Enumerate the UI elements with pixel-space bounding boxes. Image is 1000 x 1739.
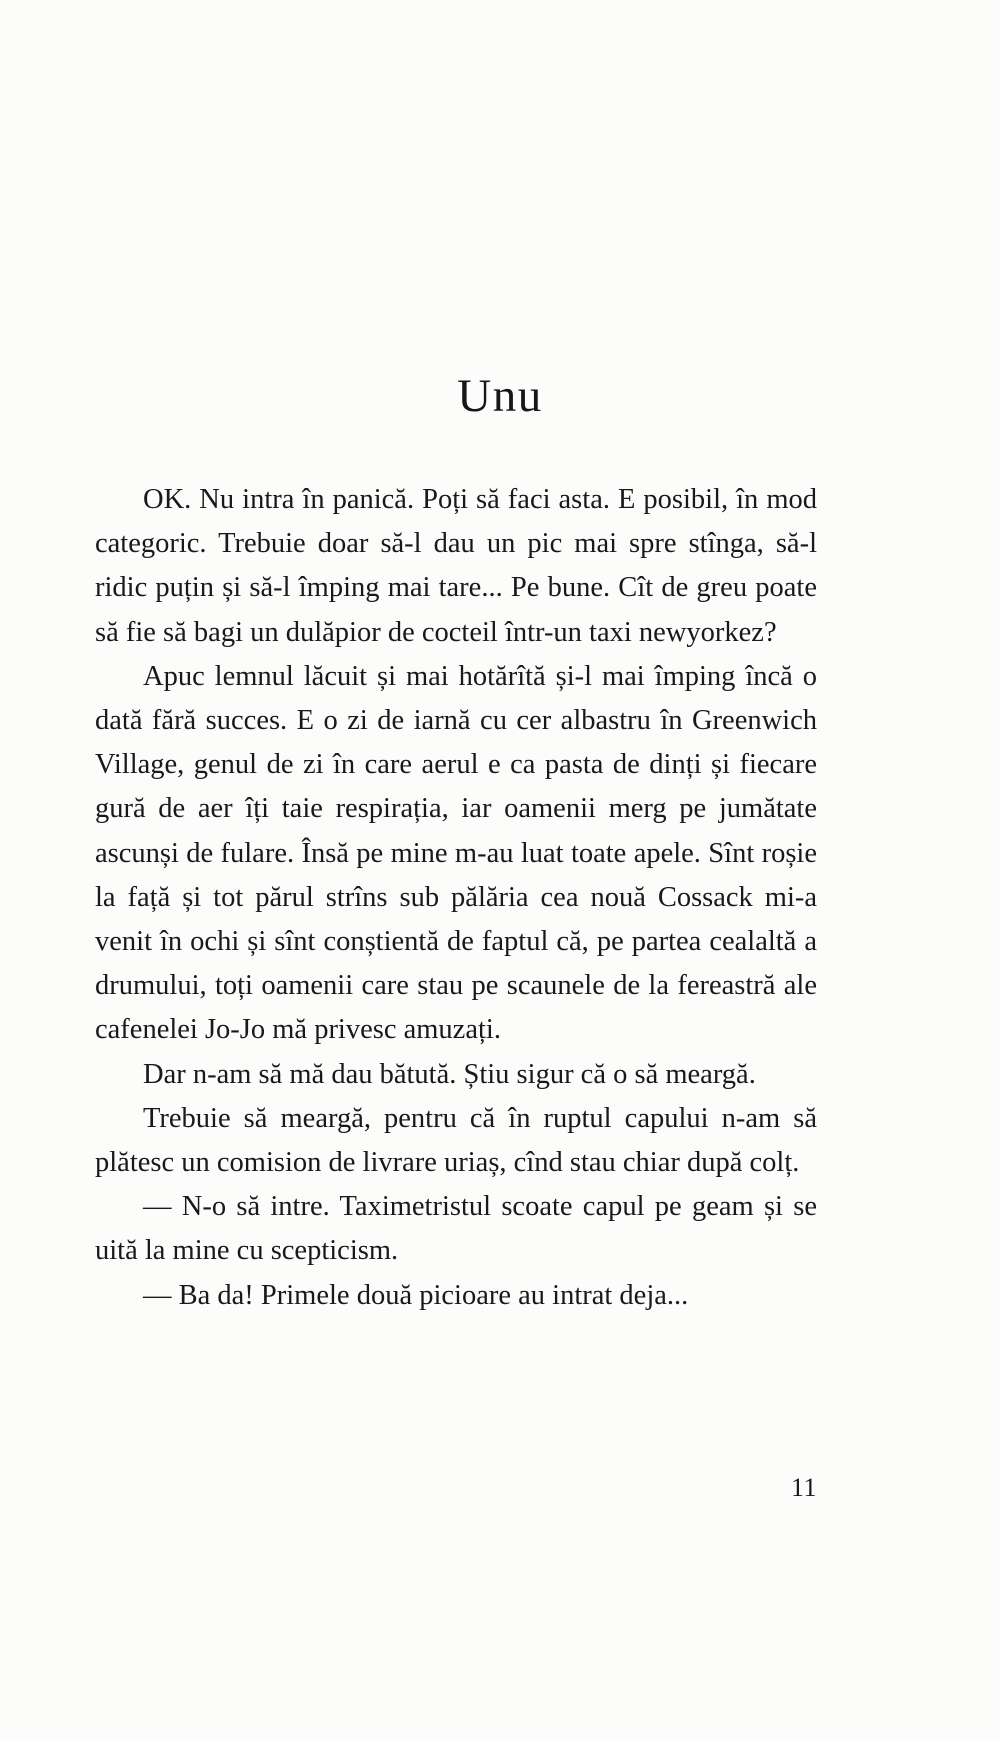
paragraph: — N-o să intre. Taximetristul scoate capul pe geam și se uită la mine cu scepticism. <box>95 1191 817 1267</box>
paragraph: OK. Nu intra în panică. Poți să faci asta. E posibil, în mod categoric. Trebuie doar să-l dau un pic mai spre stînga, să-l ridic puțin și să-l împing mai tare... Pe bune. Cît de greu poate să fie să bagi un dulăpior de cocteil într-un taxi newyorkez? <box>95 484 817 648</box>
paragraph: — Ba da! Primele două picioare au intrat deja... <box>143 1279 689 1311</box>
chapter-title: Unu <box>457 370 543 423</box>
paragraph: Dar n-am să mă dau bătută. Știu sigur că o să meargă. <box>143 1058 756 1090</box>
body-text <box>95 478 817 1318</box>
paragraph: Apuc lemnul lăcuit și mai hotărîtă și-l mai împing încă o dată fără succes. E o zi de iarnă cu cer albastru în Greenwich Village, genul de zi în care aerul e ca pasta de dinți și fiecare gură de aer îți taie respirația, iar oamenii merg pe jumătate ascunși de fulare. Însă pe mine m-au luat toate apele. Sînt roșie la față și tot părul strîns sub pălăria cea nouă Cossack mi-a venit în ochi și sînt conștientă de faptul că, pe partea cealaltă a drumului, toți oamenii care stau pe scaunele de la fereastră ale cafenelei Jo-Jo mă privesc amuzați. <box>95 660 817 1046</box>
page-number: 11 <box>790 1473 817 1502</box>
paragraph: Trebuie să meargă, pentru că în ruptul capului n-am să plătesc un comision de livrare uriaș, cînd stau chiar după colț. <box>95 1102 817 1179</box>
